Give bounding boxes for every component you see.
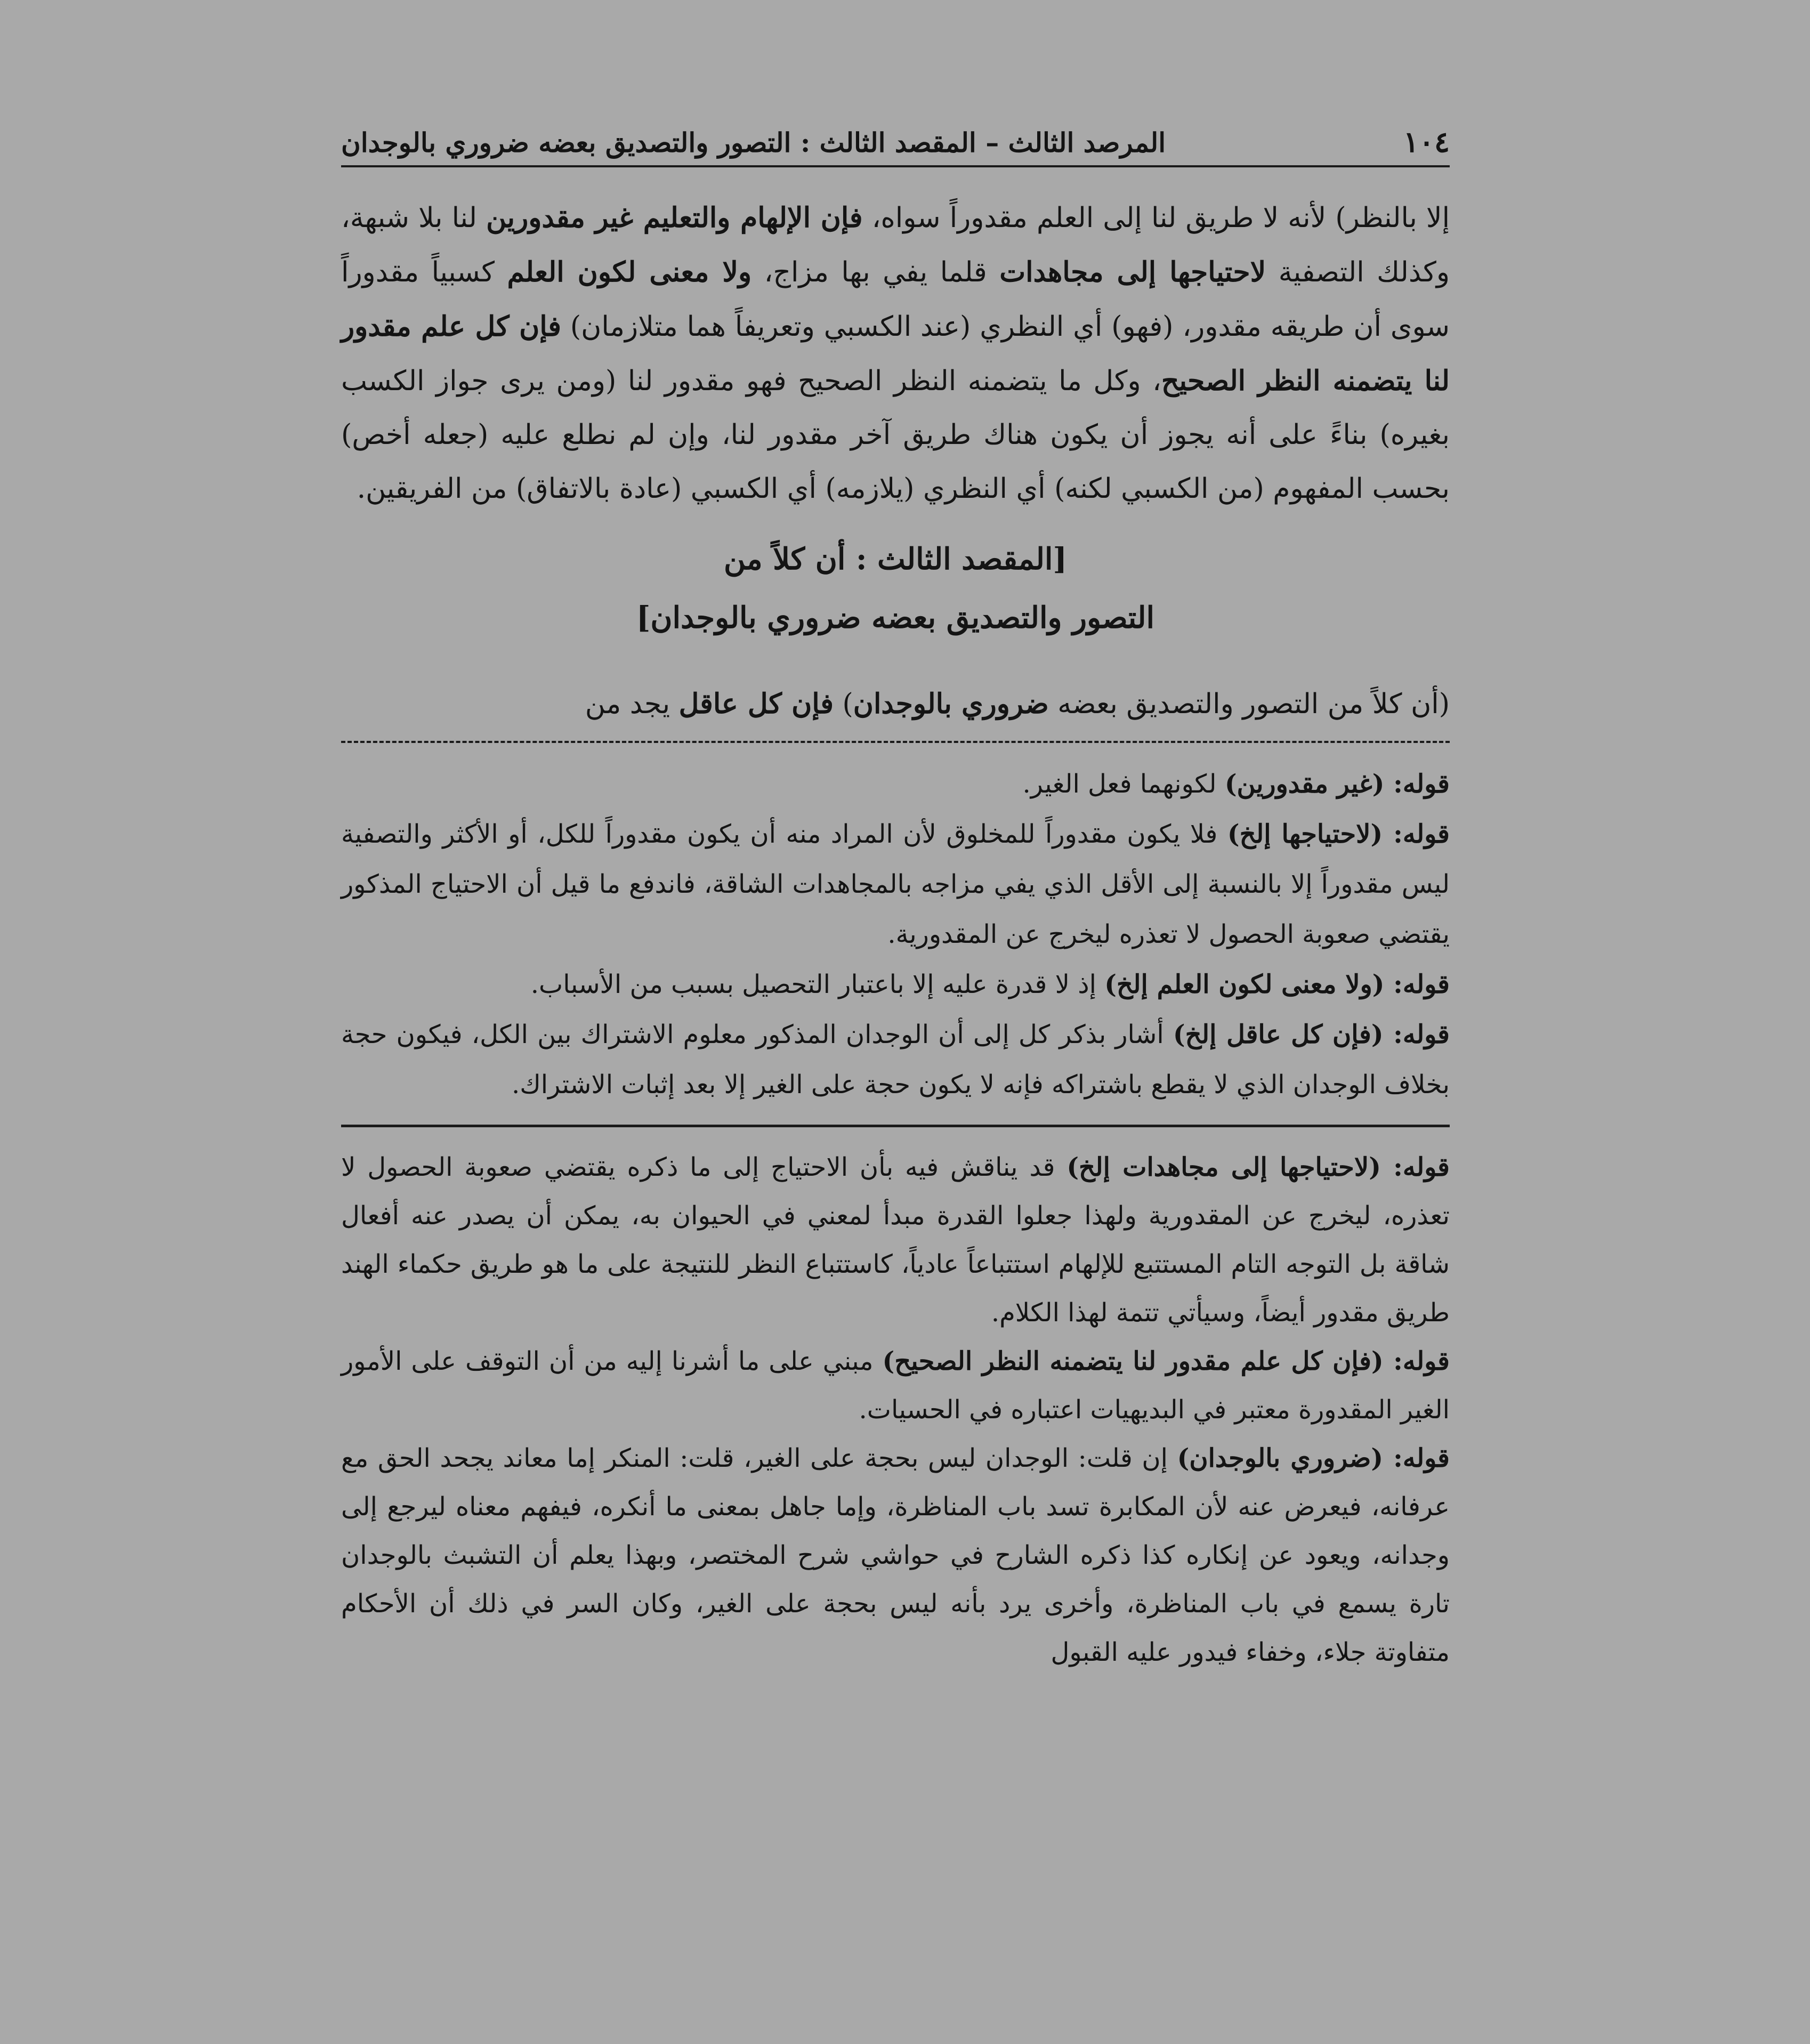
footnote-label: قوله: (فإن كل عاقل إلخ) <box>1173 1020 1450 1049</box>
text-run: ) <box>833 688 853 720</box>
main-text <box>341 191 1450 516</box>
footnote-text: مبني على ما أشرنا إليه من أن التوقف على الأمور الغير المقدورة معتبر في البديهيات اعتباره في الحسيات. <box>341 1346 1450 1425</box>
text-run-bold: ولا معنى لكون العلم <box>507 256 752 288</box>
footnote-text: فلا يكون مقدوراً للمخلوق لأن المراد منه أن يكون مقدوراً للكل، أو الأكثر والتصفية ليس مقدوراً إلا بالنسبة إلى الأقل الذي يفي مزاجه بالمجاهدات الشاقة، فاندفع ما قيل أن الاحتياج المذكور يقتضي صعوبة الحصول لا تعذره ليخرج عن المقدورية. <box>341 819 1450 949</box>
footnote-text: قد يناقش فيه بأن الاحتياج إلى ما ذكره يقتضي صعوبة الحصول لا تعذره، ليخرج عن المقدورية ولهذا جعلوا القدرة مبدأ لمعني في الحيوان به، يمكن أن يصدر عنه أفعال شاقة بل التوجه التام المستتبع للإلهام استتباعاً عادياً، كاستتباع النظر للنتيجة على ما هو طريق حكماء الهند طريق مقدور أيضاً، وسيأتي تتمة لهذا الكلام. <box>341 1152 1450 1328</box>
section-paragraph <box>341 677 1450 731</box>
text-run-bold: لاحتياجها إلى مجاهدات <box>999 256 1266 288</box>
text-run-bold: ضروري بالوجدان <box>853 688 1049 720</box>
text-run: لنا بلا شبهة، وكذلك التصفية <box>341 202 1450 288</box>
footnote-label: قوله: (فإن كل علم مقدور لنا يتضمنه النظر الصحيح) <box>882 1346 1450 1376</box>
text-run: ، وكل ما يتضمنه النظر الصحيح فهو مقدور لنا (ومن يرى جواز الكسب بغيره) بناءً على أنه يجوز أن يكون هناك طريق آخر مقدور لنا، وإن لم نطلع عليه (جعله أخص) بحسب المفهوم (من الكسبي لكنه) أي النظري (يلازمه) أي الكسبي (عادة بالاتفاق) من الفريقين. <box>341 365 1450 505</box>
page-number: ١٠٤ <box>1403 125 1450 159</box>
text-run-bold: فإن كل علم مقدور لنا يتضمنه النظر الصحيح <box>341 310 1450 397</box>
footnote-label: قوله: (ضروري بالوجدان) <box>1177 1443 1450 1473</box>
footnote <box>341 1434 1450 1677</box>
footnote <box>341 759 1450 809</box>
text-run: يجد من <box>585 688 679 720</box>
book-page <box>341 117 1450 1677</box>
text-run-bold: فإن كل عاقل <box>678 688 834 720</box>
footnote <box>341 1009 1450 1110</box>
text-run: كسبياً مقدوراً سوى أن طريقه مقدور، (فهو) أي النظري (عند الكسبي وتعريفاً هما متلازمان) <box>341 256 1450 343</box>
solid-divider <box>341 1125 1450 1127</box>
footnote-text: لكونهما فعل الغير. <box>1022 769 1225 799</box>
main-paragraph <box>341 191 1450 516</box>
text-run: إلا بالنظر) لأنه لا طريق لنا إلى العلم مقدوراً سواه، <box>862 202 1450 234</box>
running-title: المرصد الثالث – المقصد الثالث : التصور والتصديق بعضه ضروري بالوجدان <box>341 127 1166 158</box>
footnote <box>341 809 1450 959</box>
footnote-label: قوله: (لاحتياجها إلخ) <box>1227 819 1450 849</box>
page-header <box>341 117 1450 167</box>
footnotes-first <box>341 759 1450 1110</box>
dashed-divider <box>341 741 1450 743</box>
footnote-label: قوله: (ولا معنى لكون العلم إلخ) <box>1104 970 1450 999</box>
footnote-text: إن قلت: الوجدان ليس بحجة على الغير، قلت: المنكر إما معاند يجحد الحق مع عرفانه، فيعرض عنه لأن المكابرة تسد باب المناظرة، وإما جاهل بمعنى ما أنكره، فيفهم معناه ليرجع إلى وجدانه، ويعود عن إنكاره كذا ذكره الشارح في حواشي شرح المختصر، وبهذا يعلم أن التشبث بالوجدان تارة يسمع في باب المناظرة، وأخرى يرد بأنه ليس بحجة على الغير، وكان السر في ذلك أن الأحكام متفاوتة جلاء، وخفاء فيدور عليه القبول <box>341 1443 1450 1667</box>
footnote <box>341 1143 1450 1337</box>
text-run: (أن كلاً من التصور والتصديق بعضه <box>1048 688 1450 720</box>
footnote-text: إذ لا قدرة عليه إلا باعتبار التحصيل بسبب من الأسباب. <box>530 970 1105 999</box>
section-heading <box>341 530 1450 647</box>
footnote-text: أشار بذكر كل إلى أن الوجدان المذكور معلوم الاشتراك بين الكل، فيكون حجة بخلاف الوجدان الذي لا يقطع باشتراكه فإنه لا يكون حجة على الغير إلا بعد إثبات الاشتراك. <box>341 1020 1450 1100</box>
footnote-label: قوله: (لاحتياجها إلى مجاهدات إلخ) <box>1066 1152 1450 1182</box>
section-heading-line: [المقصد الثالث : أن كلاً من <box>724 542 1067 577</box>
section-text <box>341 677 1450 731</box>
footnotes-second <box>341 1143 1450 1677</box>
section-heading-line: التصور والتصديق بعضه ضروري بالوجدان] <box>636 600 1155 635</box>
footnote <box>341 1337 1450 1434</box>
text-run-bold: فإن الإلهام والتعليم غير مقدورين <box>486 201 863 234</box>
text-run: قلما يفي بها مزاج، <box>752 256 1000 288</box>
footnote <box>341 959 1450 1009</box>
footnote-label: قوله: (غير مقدورين) <box>1224 769 1450 799</box>
